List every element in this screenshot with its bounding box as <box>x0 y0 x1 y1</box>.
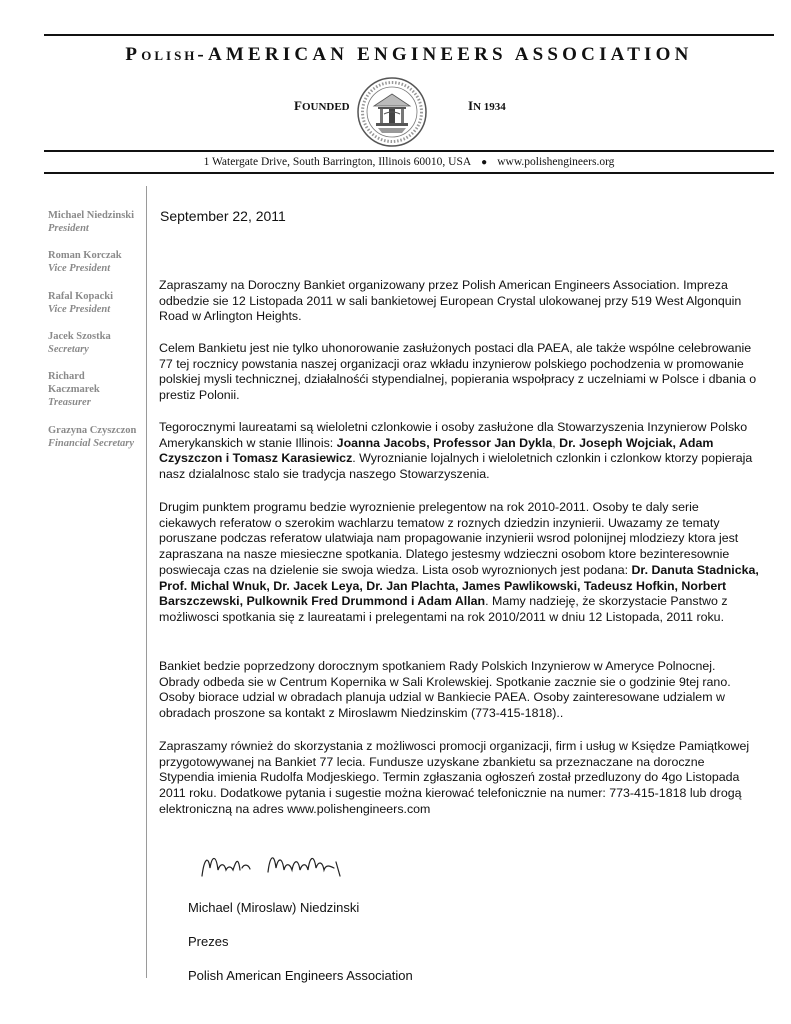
paea-seal-icon <box>356 76 428 148</box>
bullet-separator: ● <box>481 157 488 168</box>
header-bottom-rule <box>44 172 774 174</box>
officer-vice-president-1: Roman Korczak Vice President <box>48 250 122 274</box>
address-text: 1 Watergate Drive, South Barrington, Illinois 60010, USA <box>203 156 472 168</box>
officer-treasurer: Richard Kaczmarek Treasurer <box>48 371 100 408</box>
paragraph-promotion: Zapraszamy również do skorzystania z możliwosci promocji organizacji, firm i usług w Księdze Pamiątkowej przygotowywanej na Bankiet 77 lecia. Fundusze uzyskane zbankietu sa przeznaczane na doroczne Stypendia imienia Rudolfa Modjeskiego. Termin zgłaszania ogłoszeń został przedluzony do 4go Listopada 2011 roku. Dodatkowe pytania i sugestie można kierować telefonicznie na numer: 773-415-1818 lub drogą elektroniczną na adres www.polishengineers.com <box>159 739 750 816</box>
header-top-rule <box>44 34 774 36</box>
signer-organization: Polish American Engineers Association <box>188 968 413 983</box>
header-middle-rule <box>44 150 774 152</box>
paragraph-council-meeting: Bankiet bedzie poprzedzony dorocznym spotkaniem Rady Polskich Inzynierow w Ameryce Polnocnej. Obrady odbeda sie w Centrum Kopernika w Sali Krolewskiej. Spotkanie zacznie sie o godzinie 9tej rano. Osoby biorace udzial w obradach planuja udzial w Bankiecie PAEA. Osoby zainteresowane udzialem w obradach proszone sa kontakt z Miroslawm Niedzinskim (773-415-1818).. <box>159 659 731 721</box>
officer-financial-secretary: Grazyna Czyszczon Financial Secretary <box>48 425 137 449</box>
founded-label: FOUNDED <box>294 98 350 113</box>
letter-date: September 22, 2011 <box>160 208 286 224</box>
officer-vice-president-2: Rafal Kopacki Vice President <box>48 291 114 315</box>
officer-secretary: Jacek Szostka Secretary <box>48 331 111 355</box>
signer-name: Michael (Miroslaw) Niedzinski <box>188 900 360 915</box>
website-link[interactable]: www.polishengineers.org <box>497 156 615 168</box>
paragraph-laureates: Tegorocznymi laureatami są wieloletni czlonkowie i osoby zasłużone dla Stowarzyszenia Inzynierow Polsko Amerykanskich w stanie Illinois: Joanna Jacobs, Professor Jan Dykla, Dr. Joseph Wojciak, Adam Czyszczon i Tomasz Karasiewicz. Wyroznianie lojalnych i wieloletnich czlonkin i czlonkow ktorzy popieraja nasz dzialalnosc stalo sie tradycja naszego Stowarzyszenia. <box>159 420 753 482</box>
sidebar-divider <box>146 186 147 978</box>
handwritten-signature <box>198 846 358 886</box>
founded-year-label: IN 1934 <box>468 98 506 113</box>
address-line <box>44 156 774 168</box>
paragraph-purpose: Celem Bankietu jest nie tylko uhonorowanie zasłużonych postaci dla PAEA, ale także wspólne celebrowanie 77 tej rocznicy powstania naszej organizacji oraz wkładu inzynierow polskiego pochodzenia w promowanie polskiej mysli technicznej, działalnośći stypendialnej, popierania wspołpracy z uczelniami w Polsce i dbania o prestiz Polonii. <box>159 341 757 403</box>
officer-president: Michael Niedzinski President <box>48 210 135 234</box>
signer-title: Prezes <box>188 934 229 949</box>
org-name-heading: POLISH-AMERICAN ENGINEERS ASSOCIATION <box>125 44 693 65</box>
paragraph-speakers: Drugim punktem programu bedzie wyroznienie prelegentow na rok 2010-2011. Osoby te daly serie ciekawych referatow o szerokim wachlarzu tematow z roznych dziedzin inzynierii. Uwazamy ze tematy poruszane podczas referatow ulatwiaja nam propagowanie inzynierii wsrod polonijnej mlodziezy ktora jest zapraszana na nasze miesieczne spotkania. Dlatego jestesmy wdzieczni osobom ktore bezinteresownie poswiecaja czas na dzielenie sie swoja wiedza. Lista osob wyroznionych jest podana: Dr. Danuta Stadnicka, Prof. Michal Wnuk, Dr. Jacek Leya, Dr. Jan Plachta, James Pawlikowski, Tadeusz Hofkin, Norbert Barszczewski, Pulkownik Fred Drummond i Adam Allan. Mamy nadzieję, że skorzystacie Panstwo z możliwosci spotkania się z laureatami i prelegentami na rok 2010/2011 w dniu 12 Listopada, 2011 roku. <box>159 500 759 624</box>
paragraph-invitation: Zapraszamy na Doroczny Bankiet organizowany przez Polish American Engineers Association. Impreza odbedzie sie 12 Listopada 2011 w sali bankietowej European Crystal ulokowanej przy 519 West Algonquin Road w Arlington Heights. <box>159 278 742 324</box>
